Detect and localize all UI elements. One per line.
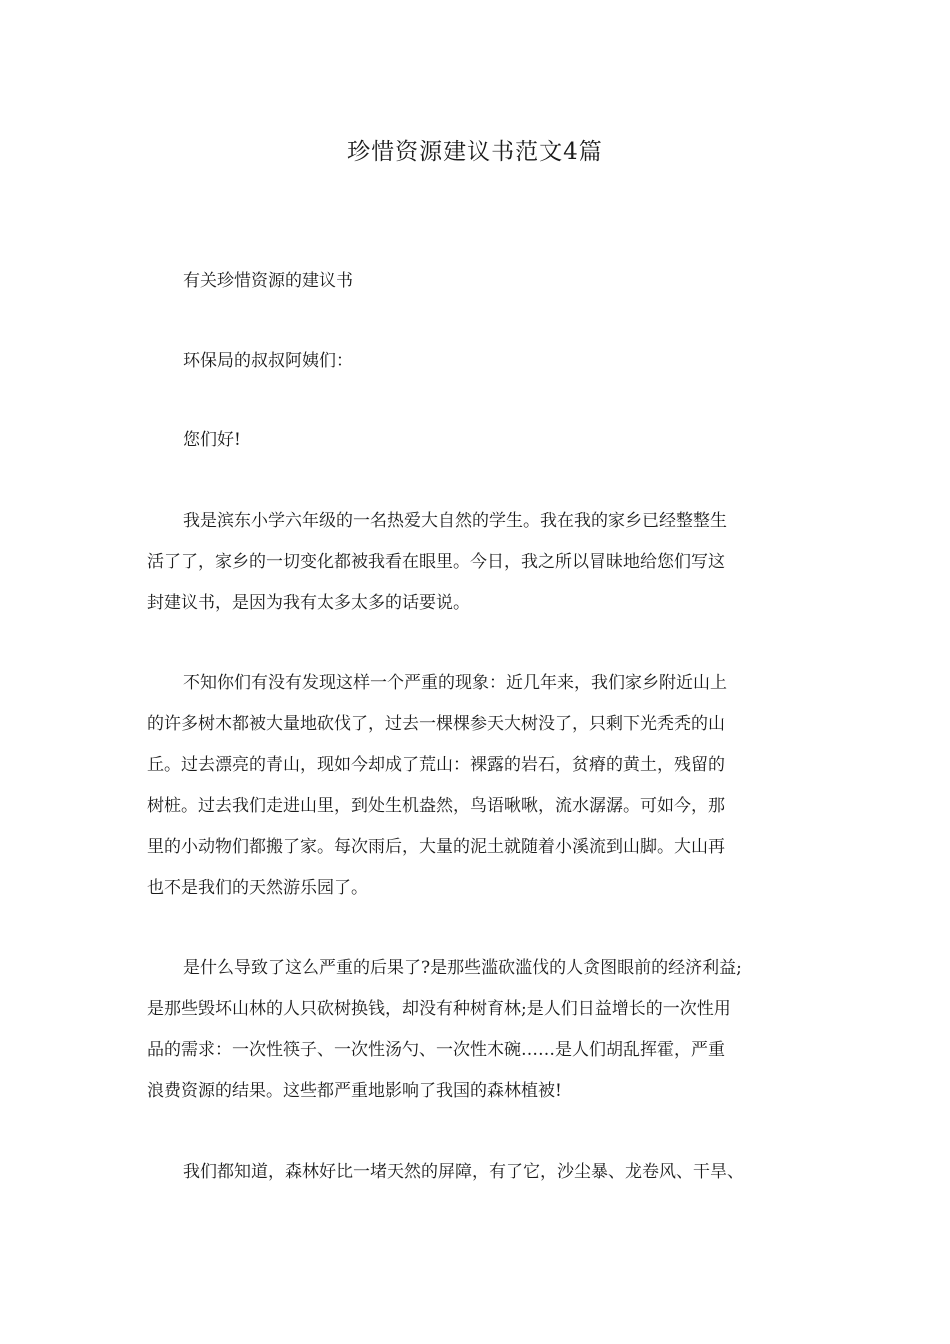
paragraph-1-line: 活了了，家乡的一切变化都被我看在眼里。今日，我之所以冒昧地给您们写这 (147, 552, 725, 572)
document-title: 珍惜资源建议书范文4篇 (347, 139, 603, 165)
paragraph-2-line: 丘。过去漂亮的青山，现如今却成了荒山：裸露的岩石，贫瘠的黄土，残留的 (147, 755, 725, 775)
paragraph-3-line: 是那些毁坏山林的人只砍树换钱，却没有种树育林;是人们日益增长的一次性用 (147, 999, 731, 1019)
paragraph-2-line: 里的小动物们都搬了家。每次雨后，大量的泥土就随着小溪流到山脚。大山再 (147, 837, 725, 857)
paragraph-2-line: 的许多树木都被大量地砍伐了，过去一棵棵参天大树没了，只剩下光秃秃的山 (147, 714, 725, 734)
paragraph-3-line: 是什么导致了这么严重的后果了?是那些滥砍滥伐的人贪图眼前的经济利益; (183, 958, 742, 978)
salutation: 环保局的叔叔阿姨们： (183, 351, 353, 371)
paragraph-2-line: 不知你们有没有发现这样一个严重的现象：近几年来，我们家乡附近山上 (183, 673, 727, 693)
paragraph-1-line: 封建议书，是因为我有太多太多的话要说。 (147, 593, 470, 613)
paragraph-3-line: 品的需求：一次性筷子、一次性汤勺、一次性木碗……是人们胡乱挥霍，严重 (147, 1040, 725, 1060)
greeting: 您们好! (183, 430, 241, 450)
paragraph-3-line: 浪费资源的结果。这些都严重地影响了我国的森林植被! (147, 1081, 562, 1101)
paragraph-2-line: 也不是我们的天然游乐园了。 (147, 878, 368, 898)
paragraph-4-line: 我们都知道，森林好比一堵天然的屏障，有了它，沙尘暴、龙卷风、干旱、 (183, 1162, 744, 1182)
letter-heading: 有关珍惜资源的建议书 (183, 271, 353, 291)
paragraph-1-line: 我是滨东小学六年级的一名热爱大自然的学生。我在我的家乡已经整整生 (183, 511, 727, 531)
paragraph-2-line: 树桩。过去我们走进山里，到处生机盎然，鸟语啾啾，流水潺潺。可如今，那 (147, 796, 725, 816)
